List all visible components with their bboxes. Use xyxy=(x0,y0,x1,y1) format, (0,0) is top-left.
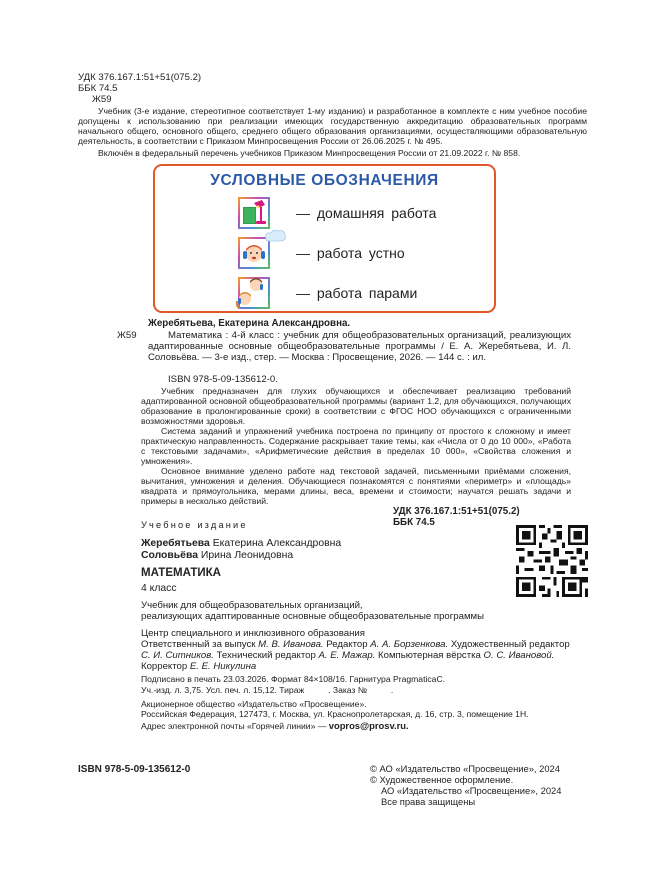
email-label: Адрес электронной почты «Горячей линии» — xyxy=(141,721,327,731)
footer-copyright xyxy=(370,763,561,807)
legend-box xyxy=(153,164,496,313)
catalog-udk: УДК 376.167.1:51+51(075.2) xyxy=(393,506,520,517)
legend-label-homework: — домашняя работа xyxy=(296,205,437,221)
approval-paragraph: Учебник (3-е издание, стереотипное соответствует 1-му изданию) и разработанное в комплекте с ним учебное пособие допущены к использованию при реализации имеющих государственную аккредитацию образовательных программ начального общего, основного общего, среднего общего образования организациями, осуществляющими образовательную деятельность, в соответствии с Приказом Минпросвещения России от 26.06.2025 г. № 495. xyxy=(78,106,587,147)
publisher-address: Российская Федерация, 127473, г. Москва, ул. Краснопролетарская, д. 16, стр. 3, помещение 1Н. xyxy=(141,709,529,719)
hotline-email-line xyxy=(141,721,409,731)
catalog-abstract-3: Основное внимание уделено работе над текстовой задачей, письменными приёмами сложения, вычитания, умножения и деления. Обучающиеся познакомятся с понятиями «периметр» и «площадь» квадрата и прямоугольника, мерами длины, веса, времени и стоимости; научатся решать задачи и примеры в несколько действий. xyxy=(141,466,571,507)
catalog-description: Математика : 4-й класс : учебник для общеобразовательных организаций, реализующих адаптированные основные общеобразовательные программы / Е. А. Жеребятьева, И. Л. Соловьёва. — 3-е изд., стер. — Москва : Просвещение, 2026. — 144 с. : ил. xyxy=(148,330,571,363)
book-subtitle-line2: реализующих адаптированные основные общеобразовательные программы xyxy=(141,611,485,622)
staff-role: Редактор xyxy=(326,639,368,650)
staff-name: Е. Е. Никулина xyxy=(189,661,257,672)
legend-label-oral: — работа устно xyxy=(296,245,405,261)
center-name: Центр специального и инклюзивного образования xyxy=(141,628,365,639)
legend-label-pairs: — работа парами xyxy=(296,285,418,301)
author-1-surname: Жеребятьева xyxy=(141,538,210,549)
staff-credits xyxy=(141,639,581,672)
print-details-1: Подписано в печать 23.03.2026. Формат 84×108/16. Гарнитура PragmaticaC. xyxy=(141,674,446,684)
catalog-bbk: ББК 74.5 xyxy=(393,517,435,528)
legend-item-oral xyxy=(238,236,405,270)
staff-role: Художественный редактор xyxy=(450,639,570,650)
book-grade: 4 класс xyxy=(141,583,177,594)
legend-item-homework xyxy=(238,196,436,230)
copyright-art-owner: АО «Издательство «Просвещение», 2024 xyxy=(381,785,562,796)
staff-name: О. С. Ивановой. xyxy=(483,650,555,661)
catalog-abstract-1: Учебник предназначен для глухих обучающихся и обеспечивает реализацию требований адаптированной основной общеобразовательной программы (вариант 1.2, для обучающихся, получающих образование в пролонгированные сроки) в соответствии с ФГОС НОО обучающихся с ограниченными возможностями здоровья. xyxy=(141,386,571,427)
email-link[interactable]: vopros@prosv.ru. xyxy=(328,720,409,731)
speech-cloud-icon xyxy=(265,229,287,245)
edition-type: Учебное издание xyxy=(141,520,248,530)
homework-lamp-book-icon xyxy=(238,197,270,229)
staff-role: Корректор xyxy=(141,661,188,672)
catalog-isbn: ISBN 978-5-09-135612-0. xyxy=(168,374,278,385)
catalog-mark: Ж59 xyxy=(117,330,137,341)
book-title: МАТЕМАТИКА xyxy=(141,567,221,579)
catalog-author-heading: Жеребятьева, Екатерина Александровна. xyxy=(148,318,351,329)
pair-work-children-icon xyxy=(238,277,270,309)
publisher-name: Акционерное общество «Издательство «Просвещение». xyxy=(141,699,367,709)
staff-name: А. А. Борзенкова. xyxy=(370,639,449,650)
author-1-names: Екатерина Александровна xyxy=(212,538,342,549)
book-subtitle-line1: Учебник для общеобразовательных организаций, xyxy=(141,600,363,611)
print-details-2: Уч.-изд. л. 3,75. Усл. печ. л. 15,12. Тираж . Заказ № . xyxy=(141,685,394,695)
staff-role: Технический редактор xyxy=(216,650,316,661)
copyright-art: © Художественное оформление. xyxy=(370,774,514,785)
staff-name: А. Е. Мажар. xyxy=(318,650,376,661)
copyright-publisher: © АО «Издательство «Просвещение», 2024 xyxy=(370,763,560,774)
staff-name: М. В. Иванова. xyxy=(258,639,324,650)
qr-code-icon xyxy=(516,525,588,597)
catalog-abstract-2: Система заданий и упражнений учебника построена по принципу от простого к сложному и имеет практическую направленность. Содержание раскрывает такие темы, как «Числа от 0 до 10 000», «Работа с текстовыми задачами», «Арифметические действия в пределах 10 000», «Свойства сложения и умножения». xyxy=(141,426,571,467)
author-2-names: Ирина Леонидовна xyxy=(200,550,294,561)
bbk-header: ББК 74.5 xyxy=(78,83,118,94)
author-2-surname: Соловьёва xyxy=(141,550,198,561)
rights-reserved: Все права защищены xyxy=(381,796,476,807)
staff-role: Ответственный за выпуск xyxy=(141,639,256,650)
author-1 xyxy=(141,538,341,550)
federal-list-paragraph: Включён в федеральный перечень учебников Приказом Минпросвещения России от 21.09.2022 г. № 858. xyxy=(98,148,521,158)
staff-role: Компьютерная вёрстка xyxy=(378,650,481,661)
footer-isbn: ISBN 978-5-09-135612-0 xyxy=(78,764,191,775)
udk-header: УДК 376.167.1:51+51(075.2) xyxy=(78,72,202,83)
author-2 xyxy=(141,550,293,562)
staff-name: С. И. Ситников. xyxy=(141,650,214,661)
legend-item-pairs xyxy=(238,276,417,310)
author-mark-header: Ж59 xyxy=(92,94,112,105)
legend-title: УСЛОВНЫЕ ОБОЗНАЧЕНИЯ xyxy=(210,172,439,189)
